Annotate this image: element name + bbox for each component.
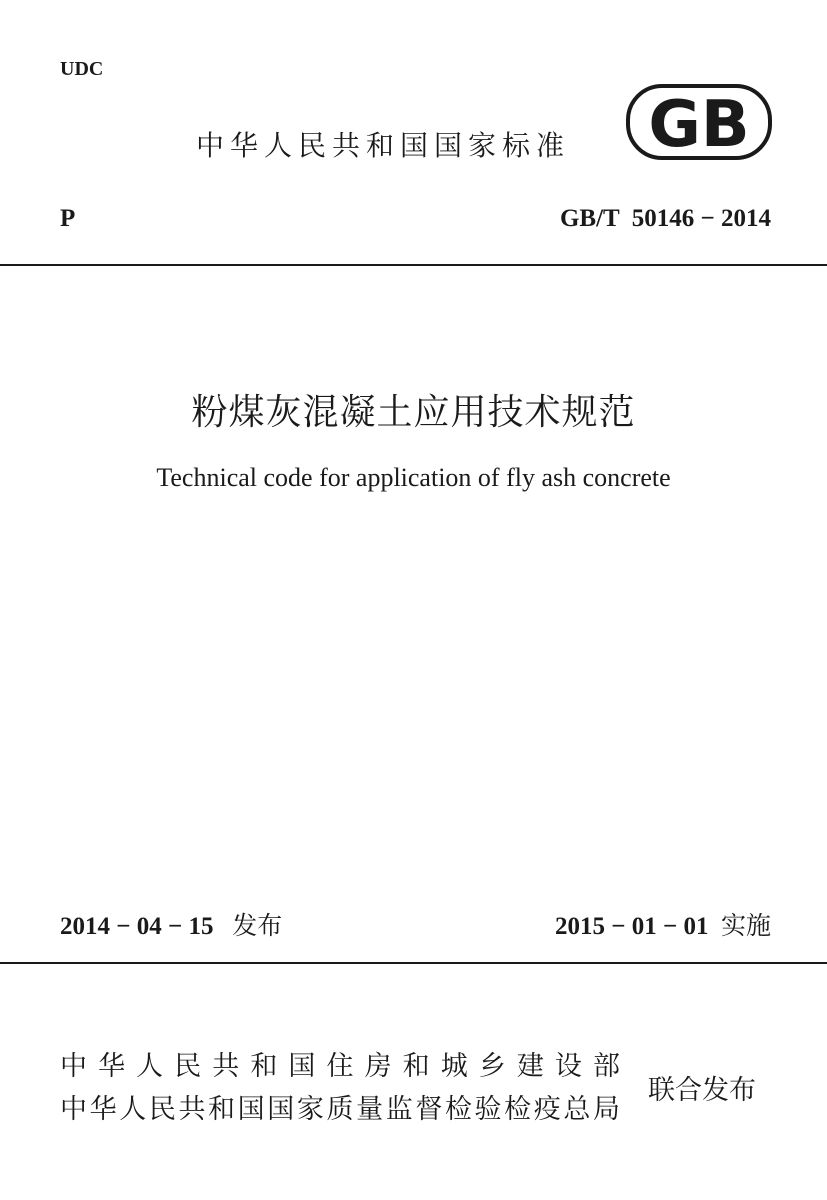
category-code: P: [60, 205, 76, 232]
publisher-line-1: 中华人民共和国住房和城乡建设部: [60, 1051, 620, 1082]
standard-number: GB/T 50146 − 2014: [559, 205, 771, 232]
effective-label: 实施: [720, 911, 771, 940]
svg-text:GB: GB: [648, 88, 750, 160]
effective-date: 2015 − 01 − 01: [554, 913, 709, 940]
udc-label: UDC: [60, 58, 104, 80]
top-divider: [0, 264, 827, 266]
joint-publish-label: 联合发布: [648, 1075, 756, 1106]
issue-label: 发布: [232, 911, 283, 940]
bottom-divider: [0, 962, 827, 964]
title-english: Technical code for application of fly ash concrete: [156, 463, 671, 492]
title-chinese: 粉煤灰混凝土应用技术规范: [191, 392, 636, 433]
gb-logo: [626, 84, 772, 160]
publisher-line-2: 中华人民共和国国家质量监督检验检疫总局: [60, 1094, 620, 1125]
issue-date: 2014 − 04 − 15: [60, 913, 214, 940]
effective-date-block: [555, 906, 771, 942]
national-standard-heading: 中华人民共和国国家标准: [196, 129, 571, 162]
issue-date-block: [60, 906, 282, 942]
